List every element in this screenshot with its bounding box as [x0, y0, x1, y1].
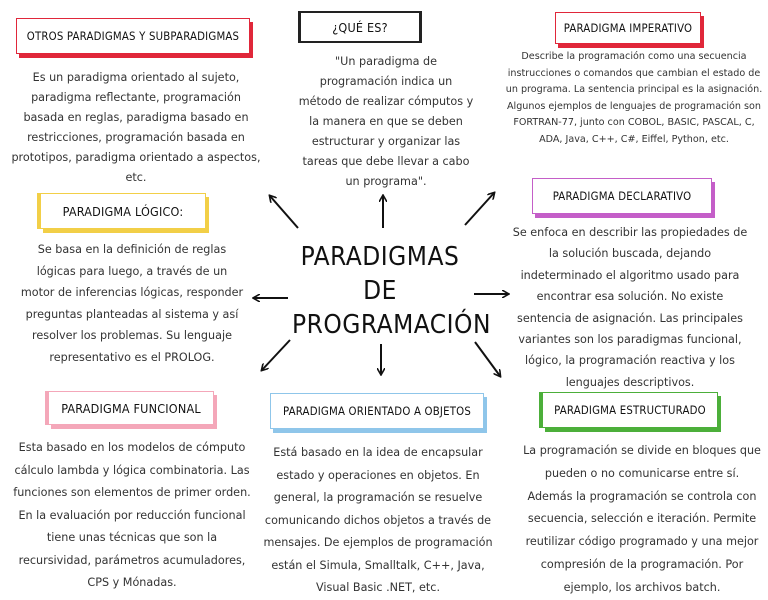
que-es-title-box: [298, 11, 422, 43]
arrow-to-estructurado: [475, 342, 500, 376]
otros-title-box: [16, 18, 250, 54]
funcional-title: PARADIGMA FUNCIONAL: [61, 400, 201, 416]
funcional-text: Esta basado en los modelos de cómputo cálculo lambda y lógica combinatoria. Las funciones son elementos de primer orden. En la evaluación por reducción funcional tiene unas técnicas que son la recursividad, parámetros acumuladores, CPS y Mónadas.: [13, 441, 251, 589]
estructurado-text: La programación se divide en bloques que pueden o no comunicarse entre sí. Además la programación se controla con secuencia, selección e iteración. Permite reutilizar código programado y una mejor compresión de la programación. Por ejemplo, los archivos batch.: [523, 444, 761, 594]
arrow-to-imperativo: [465, 193, 494, 225]
center-title-line2: PROGRAMACIÓN: [292, 310, 491, 340]
que-es-text: "Un paradigma de programación indica un método de realizar cómputos y la manera en que se deben estructurar y organizar las tareas que debe llevar a cabo un programa".: [298, 55, 474, 188]
que-es-title: ¿QUÉ ES?: [332, 19, 388, 35]
logico-text: Se basa en la definición de reglas lógicas para luego, a través de un motor de inferencias lógicas, responder preguntas planteadas al sistema y así resolver los problemas. Su lenguaje representativo es el PROLOG.: [20, 243, 244, 364]
center-title: [292, 240, 491, 342]
arrow-to-otros: [270, 196, 298, 228]
logico-title-box: [40, 193, 206, 229]
otros-title: OTROS PARADIGMAS Y SUBPARADIGMAS: [26, 29, 240, 43]
center-title-line1: PARADIGMAS DE: [300, 242, 460, 306]
objetos-title: PARADIGMA ORIENTADO A OBJETOS: [283, 404, 471, 418]
estructurado-title: PARADIGMA ESTRUCTURADO: [554, 403, 706, 417]
imperativo-title: PARADIGMA IMPERATIVO: [563, 21, 693, 35]
funcional-title-box: [48, 391, 214, 425]
declarativo-text: Se enfoca en describir las propiedades de la solución buscada, dejando indeterminado el algoritmo usado para encontrar esa solución. No existe sentencia de asignación. Las principales variantes son los paradigmas funcional, lógico, la programación reactiva y los lenguajes descriptivos.: [512, 226, 748, 389]
objetos-title-box: [270, 393, 484, 429]
logico-title: PARADIGMA LÓGICO:: [62, 203, 184, 219]
imperativo-title-box: [555, 12, 701, 44]
otros-text: Es un paradigma orientado al sujeto, paradigma reflectante, programación basada en reglas, paradigma basado en restricciones, programación basada en prototipos, paradigma orientado a aspectos, etc.: [11, 71, 261, 184]
declarativo-title: PARADIGMA DECLARATIVO: [552, 189, 692, 203]
objetos-text: Está basado en la idea de encapsular estado y operaciones en objetos. En general, la programación se resuelve comunicando dichos objetos a través de mensajes. De ejemplos de programación están el Simula, Smalltalk, C++, Java, Visual Basic .NET, etc.: [263, 446, 493, 594]
declarativo-title-box: [532, 178, 712, 214]
arrow-to-funcional: [262, 340, 290, 370]
imperativo-text: Describe la programación como una secuencia instrucciones o comandos que cambian el estado de un programa. La sentencia principal es la asignación. Algunos ejemplos de lenguajes de programación son FORTRAN-77, junto con COBOL, BASIC, PASCAL, C, ADA, Java, C++, C#, Eiffel, Python, etc.: [505, 51, 763, 145]
estructurado-title-box: [542, 392, 718, 428]
